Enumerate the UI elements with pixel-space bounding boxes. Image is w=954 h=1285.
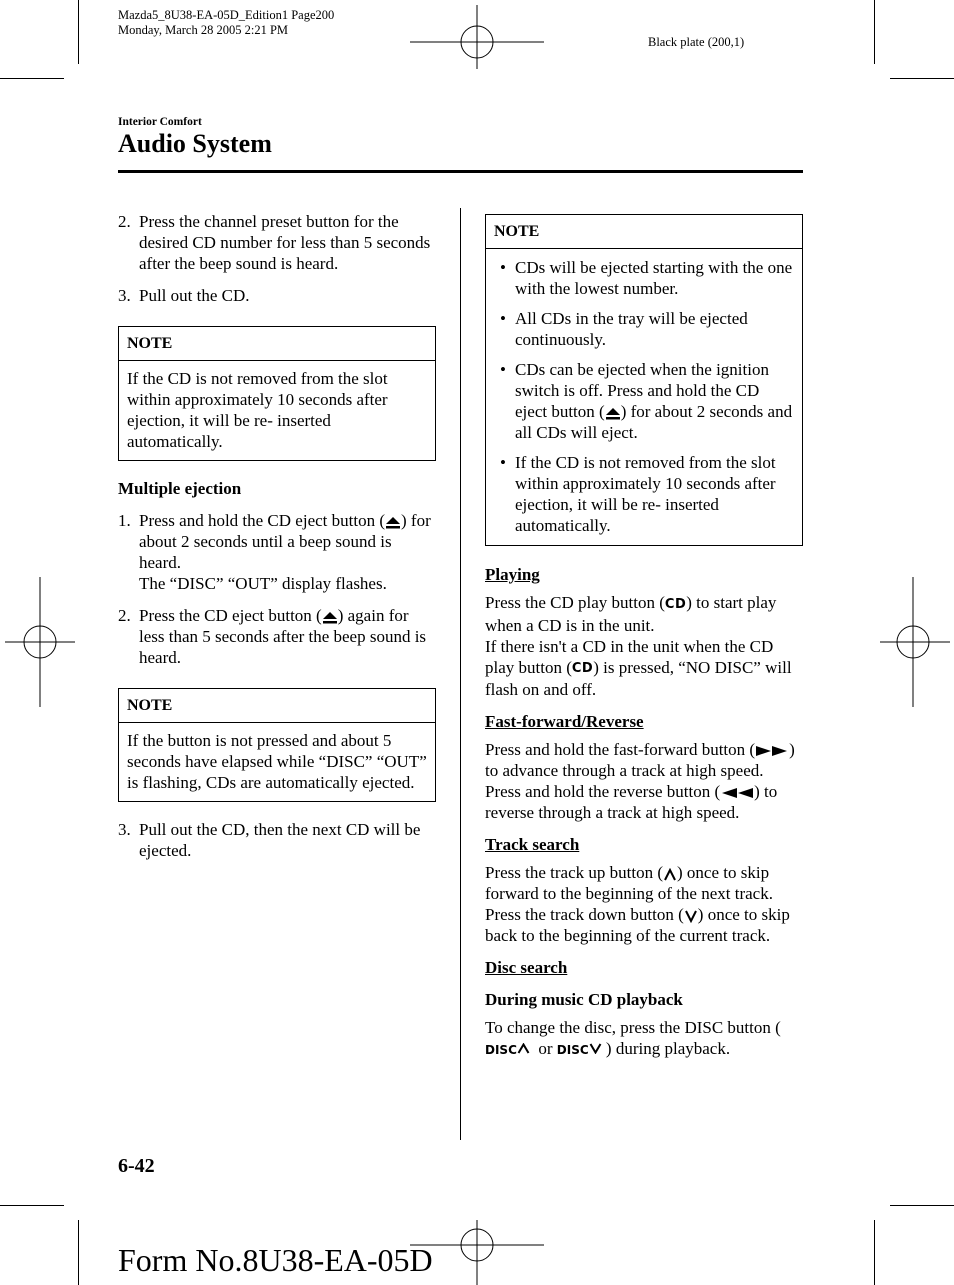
file-info-line1: Mazda5_8U38-EA-05D_Edition1 Page200: [118, 8, 335, 22]
bullet-mark: •: [500, 453, 506, 472]
text-run: ) once to skip back to the beginning of the current track.: [485, 905, 790, 946]
ff-text: [485, 739, 803, 823]
plate-label: Black plate (200,1): [648, 35, 745, 49]
note-heading: NOTE: [486, 215, 802, 249]
text-run: Press and hold the reverse button (: [485, 782, 721, 802]
bullet-text: CDs will be ejected starting with the one with the lowest number.: [515, 258, 793, 298]
rewind-icon: [720, 787, 754, 799]
crop-mark: [890, 78, 954, 79]
text-run: ) to start play when a CD is in the unit.: [485, 593, 777, 635]
list-text: Pull out the CD, then the next CD will be ejected.: [139, 820, 421, 860]
text-run: ) during playback.: [605, 1039, 731, 1059]
list-item: [118, 510, 436, 594]
cd-play-icon: CD: [664, 596, 687, 612]
note-body: If the button is not pressed and about 5 seconds have elapsed while “DISC” “OUT” is flashing, CDs are automatically ejected.: [127, 731, 427, 792]
bullet-mark: •: [500, 258, 506, 277]
text-run: Press and hold the CD eject button (: [139, 511, 385, 530]
track-up-icon: [663, 868, 677, 881]
disc-label: DISC: [556, 1042, 589, 1057]
column-divider: [460, 208, 461, 1140]
list-item: [118, 285, 436, 306]
registration-mark-top: [410, 5, 544, 75]
registration-mark-left: [5, 577, 75, 707]
note-body: [486, 249, 802, 545]
heading-playing: Playing: [485, 565, 540, 584]
text-run: ) to reverse through a track at high speed.: [485, 782, 778, 823]
file-info: [118, 8, 334, 38]
note-box: [118, 688, 436, 802]
text-run: ) is pressed, “NO DISC” will flash on and off.: [485, 657, 792, 700]
note-bullet: [494, 452, 794, 536]
page-title: Audio System: [118, 129, 272, 158]
bullet-text: All CDs in the tray will be ejected continuously.: [515, 309, 748, 349]
disc-up-icon: [485, 1040, 530, 1061]
bullet-text: [515, 359, 794, 443]
text-run: Press the track up button (: [485, 863, 663, 883]
text-run: The “DISC” “OUT” display flashes.: [139, 574, 387, 593]
playing-text: [485, 592, 803, 700]
registration-mark-right: [880, 577, 950, 707]
text-run: Press the CD play button (: [485, 593, 665, 612]
file-info-line2: Monday, March 28 2005 2:21 PM: [118, 23, 289, 37]
crop-mark: [874, 0, 875, 64]
heading-track-search: Track search: [485, 835, 580, 855]
text-run: If there isn't a CD in the unit when the CD play button (: [485, 636, 774, 677]
track-text: [485, 862, 803, 946]
crop-mark: [0, 78, 64, 79]
right-column: [485, 214, 803, 1061]
list-number: 2.: [118, 606, 131, 625]
bullet-mark: •: [500, 309, 506, 328]
list-item: [118, 211, 436, 274]
note-bullet: [494, 359, 794, 443]
note-heading: NOTE: [119, 327, 435, 361]
note-box: [485, 214, 803, 546]
list-number: 2.: [118, 212, 131, 231]
page-number: 6-42: [118, 1155, 155, 1177]
list-text: [139, 605, 436, 668]
list-text: Press the channel preset button for the desired CD number for less than 5 seconds after the beep sound is heard.: [139, 212, 431, 273]
heading-fast-forward-reverse: Fast-forward/Reverse: [485, 712, 644, 732]
eject-icon: [605, 407, 621, 420]
text-run: ) for about 2 seconds and all CDs will eject.: [515, 402, 793, 442]
subheading-multiple-ejection: Multiple ejection: [118, 479, 242, 498]
text-run: Press and hold the fast-forward button (: [485, 740, 756, 760]
cd-play-icon: CD: [571, 661, 594, 677]
track-down-icon: [684, 910, 698, 923]
list-number: 3.: [118, 820, 131, 839]
subheading-during-playback: During music CD playback: [485, 990, 683, 1010]
track-down-icon: [589, 1043, 602, 1054]
list-text: Pull out the CD.: [139, 286, 250, 305]
disc-text: [485, 1017, 803, 1061]
text-run: ) again for less than 5 seconds after the beep sound is heard.: [139, 606, 427, 667]
eject-icon: [385, 516, 401, 529]
eject-icon: [322, 611, 338, 624]
note-box: [118, 326, 436, 461]
note-heading: NOTE: [119, 689, 435, 723]
text-run: To change the disc, press the DISC button (: [485, 1018, 781, 1038]
disc-label: DISC: [485, 1042, 517, 1057]
note-bullet-list: [494, 257, 794, 536]
note-bullet: [494, 308, 794, 350]
text-run: or: [538, 1039, 553, 1059]
list-number: 1.: [118, 511, 131, 530]
list-number: 3.: [118, 286, 131, 305]
crop-mark: [874, 1220, 875, 1285]
section-label: Interior Comfort: [118, 116, 202, 128]
text-run: CDs can be ejected when the ignition switch is off. Press and hold the CD eject button (: [515, 360, 769, 421]
note-bullet: [494, 257, 794, 299]
track-up-icon: [517, 1043, 530, 1054]
crop-mark: [78, 0, 79, 64]
list-item: [118, 605, 436, 668]
note-body: If the CD is not removed from the slot within approximately 10 seconds after ejection, it will be re- inserted automatically.: [127, 369, 388, 451]
text-run: ) to advance through a track at high speed.: [485, 740, 795, 781]
crop-mark: [0, 1205, 64, 1206]
text-run: Press the CD eject button (: [139, 606, 322, 625]
list-text: [139, 510, 436, 594]
heading-disc-search: Disc search: [485, 958, 568, 978]
bullet-mark: •: [500, 360, 506, 379]
fast-forward-icon: [755, 745, 789, 757]
text-run: Press the track down button (: [485, 905, 684, 925]
title-rule: [118, 170, 803, 173]
text-run: ) once to skip forward to the beginning of the next track.: [485, 863, 773, 904]
text-run: ) for about 2 seconds until a beep sound is heard.: [139, 511, 431, 572]
list-item: [118, 819, 436, 861]
form-number: Form No.8U38-EA-05D: [118, 1242, 433, 1278]
crop-mark: [78, 1220, 79, 1285]
crop-mark: [890, 1205, 954, 1206]
left-column: [118, 211, 436, 861]
disc-down-icon: [557, 1040, 602, 1061]
bullet-text: If the CD is not removed from the slot within approximately 10 seconds after ejection, it will be re- inserted automatically.: [515, 453, 776, 535]
